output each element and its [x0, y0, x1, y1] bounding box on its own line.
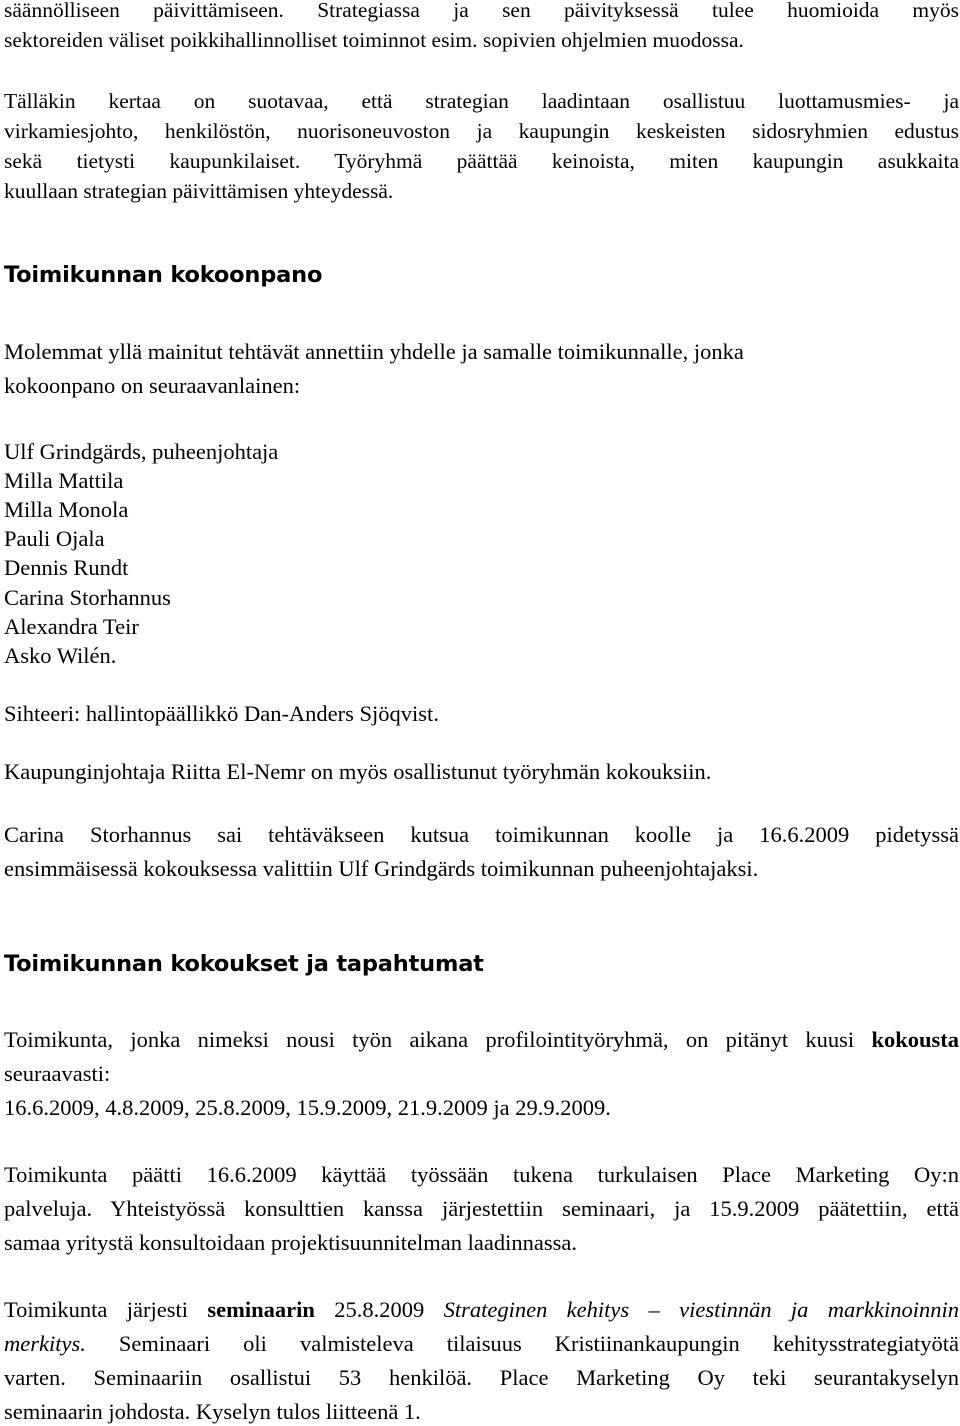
seminar-date: 25.8.2009 — [334, 1297, 425, 1322]
paragraph-line — [4, 1029, 959, 1052]
secretary-line: Sihteeri: hallintopäällikkö Dan-Anders Sjöqvist. — [4, 701, 439, 726]
paragraph-line: samaa yritystä konsultoidaan projektisuunnitelman laadinnassa. — [4, 1230, 577, 1255]
seminar-text: Toimikunta järjesti — [4, 1297, 188, 1322]
member-item: Milla Mattila — [4, 468, 124, 493]
meetings-count-bold: kokousta — [871, 1027, 960, 1052]
meeting-dates: 16.6.2009, 4.8.2009, 25.8.2009, 15.9.2009, 21.9.2009 ja 29.9.2009. — [4, 1095, 611, 1120]
section-heading-composition: Toimikunnan kokoonpano — [4, 262, 323, 288]
paragraph-line — [4, 1299, 959, 1322]
meetings-text: Toimikunta, jonka nimeksi nousi työn aikana profilointityöryhmä, on pitänyt kuusi — [4, 1027, 855, 1052]
seminar-title-italic: merkitys. — [4, 1331, 86, 1356]
paragraph-line: säännölliseen päivittämiseen. Strategiassa ja sen päivityksessä tulee huomioida myös — [4, 0, 959, 22]
paragraph-line: seminaarin johdosta. Kyselyn tulos liitteenä 1. — [4, 1399, 421, 1424]
member-item: Carina Storhannus — [4, 585, 171, 610]
seminar-title-italic: Strateginen kehitys – viestinnän ja markkinoinnin — [443, 1297, 960, 1322]
paragraph-line — [4, 1333, 959, 1356]
member-item: Ulf Grindgärds, puheenjohtaja — [4, 439, 279, 464]
member-item: Alexandra Teir — [4, 614, 139, 639]
paragraph-line: virkamiesjohto, henkilöstön, nuorisoneuvoston ja kaupungin keskeisten sidosryhmien edustus — [4, 119, 959, 143]
paragraph-line: Molemmat yllä mainitut tehtävät annettiin yhdelle ja samalle toimikunnalle, jonka — [4, 339, 744, 364]
section-heading-meetings: Toimikunnan kokoukset ja tapahtumat — [4, 951, 484, 977]
member-item: Dennis Rundt — [4, 555, 129, 580]
paragraph-line: ensimmäisessä kokouksessa valittiin Ulf Grindgärds toimikunnan puheenjohtajaksi. — [4, 856, 759, 881]
paragraph-line: kuullaan strategian päivittämisen yhteydessä. — [4, 179, 394, 203]
paragraph-line: Carina Storhannus sai tehtäväkseen kutsua toimikunnan koolle ja 16.6.2009 pidetyssä — [4, 822, 959, 847]
paragraph-line: Tälläkin kertaa on suotavaa, että strategian laadintaan osallistuu luottamusmies- ja — [4, 89, 959, 113]
member-item: Pauli Ojala — [4, 526, 105, 551]
member-item: Milla Monola — [4, 497, 129, 522]
member-item: Asko Wilén. — [4, 643, 117, 668]
paragraph-line: Toimikunta päätti 16.6.2009 käyttää työssään tukena turkulaisen Place Marketing Oy:n — [4, 1162, 959, 1187]
seminar-text: Seminaari oli valmisteleva tilaisuus Kristiinankaupungin kehitysstrategiatyötä — [118, 1331, 959, 1356]
mayor-line: Kaupunginjohtaja Riitta El-Nemr on myös osallistunut työryhmän kokouksiin. — [4, 759, 712, 784]
paragraph-line: sektoreiden väliset poikkihallinnolliset toiminnot esim. sopivien ohjelmien muodossa. — [4, 28, 744, 52]
paragraph-line: kokoonpano on seuraavanlainen: — [4, 373, 301, 398]
paragraph-line: seuraavasti: — [4, 1061, 111, 1086]
paragraph-line: palveluja. Yhteistyössä konsulttien kanssa järjestettiin seminaari, ja 15.9.2009 päätettiin, että — [4, 1196, 959, 1221]
seminar-bold: seminaarin — [207, 1297, 315, 1322]
paragraph-line: sekä tietysti kaupunkilaiset. Työryhmä päättää keinoista, miten kaupungin asukkaita — [4, 149, 959, 173]
paragraph-line: varten. Seminaariin osallistui 53 henkilöä. Place Marketing Oy teki seurantakyselyn — [4, 1365, 959, 1390]
